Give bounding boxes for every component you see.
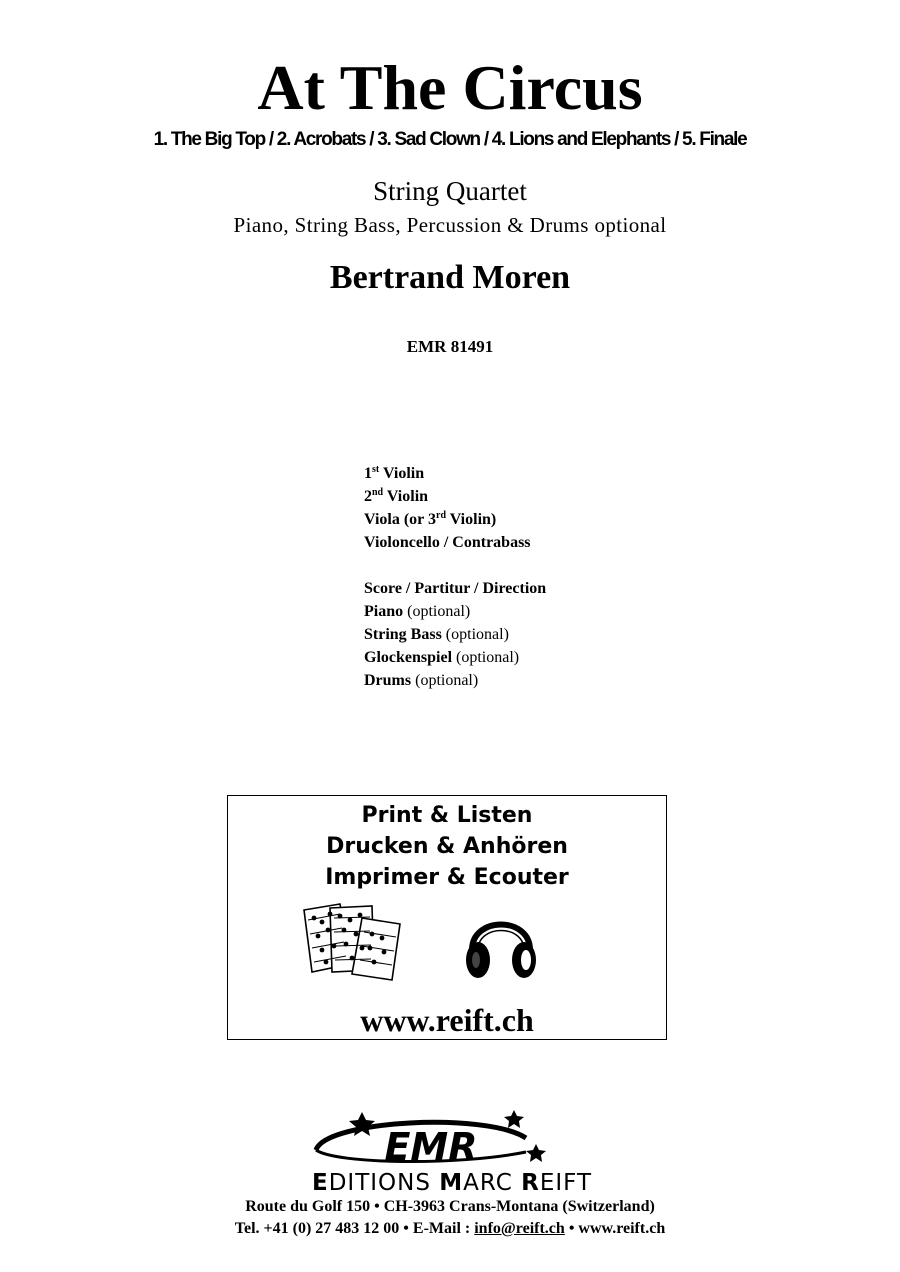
headphones-icon [464,904,538,982]
publisher-address: Route du Golf 150 • CH-3963 Crans-Montana (Switzerland) [245,1198,655,1215]
page-title: At The Circus [257,52,643,123]
promo-line-de: Drucken & Anhören [326,834,568,859]
part-string-bass: String Bass (optional) [364,626,509,643]
website-url[interactable]: www.reift.ch [360,1002,534,1038]
part-glockenspiel: Glockenspiel (optional) [364,649,520,666]
part-violoncello: Violoncello / Contrabass [364,534,531,551]
logo-mark-text: EMR [384,1125,478,1169]
publisher-name: EDITIONS MARC REIFT [311,1170,593,1196]
movements-subtitle: 1. The Big Top / 2. Acrobats / 3. Sad Clown / 4. Lions and Elephants / 5. Finale [153,129,747,150]
part-violin-1: 1st Violin [364,464,425,482]
parts-list [364,462,546,692]
composer-name: Bertrand Moren [329,259,571,296]
promo-line-en: Print & Listen [361,803,533,828]
catalog-number: EMR 81491 [406,337,494,356]
part-drums: Drums (optional) [364,672,479,689]
part-piano: Piano (optional) [364,603,471,620]
part-violin-2: 2nd Violin [364,487,429,505]
print-listen-box [227,795,667,1040]
part-score: Score / Partitur / Direction [364,580,547,597]
part-viola: Viola (or 3rd Violin) [364,510,497,528]
publisher-contact: Tel. +41 (0) 27 483 12 00 • E-Mail : info@reift.ch • www.reift.ch [234,1220,666,1237]
promo-line-fr: Imprimer & Ecouter [325,865,569,890]
sheet-music-icon [300,900,412,982]
ensemble-label: String Quartet [373,176,527,206]
emr-logo [256,1108,648,1196]
email-link[interactable]: info@reift.ch [474,1220,565,1237]
optional-instruments: Piano, String Bass, Percussion & Drums optional [233,213,667,237]
